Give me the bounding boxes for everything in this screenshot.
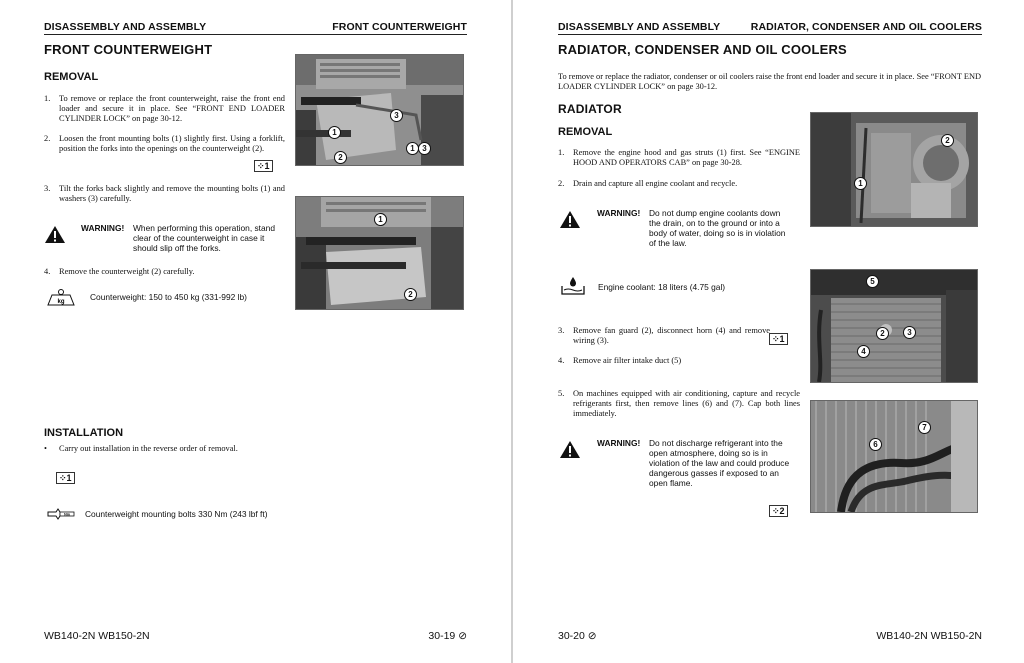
step-number: 3.	[558, 326, 565, 335]
step-text: Remove the counterweight (2) carefully.	[59, 267, 195, 276]
step-3	[558, 326, 770, 348]
figure-reference-install: ⁘1	[56, 472, 75, 484]
warning-label: WARNING!	[597, 208, 641, 218]
callout-6: 6	[869, 438, 882, 451]
figure-reference-1: ⁘1	[254, 160, 273, 172]
warning-icon	[559, 210, 581, 229]
step-text: On machines equipped with air conditioning, capture and recycle refrigerants first, then remove lines (6) and (7). Cap both lines immediately.	[573, 389, 800, 418]
callout-5: 5	[866, 275, 879, 288]
page-title: FRONT COUNTERWEIGHT	[44, 42, 213, 57]
warning-icon	[44, 225, 66, 244]
counterweight-photo-2	[295, 196, 464, 310]
warning-label: WARNING!	[597, 438, 641, 448]
header-rule	[558, 34, 982, 35]
footer-model: WB140-2N WB150-2N	[44, 630, 150, 642]
installation-heading: INSTALLATION	[44, 427, 124, 439]
callout-1: 3	[390, 109, 403, 122]
step-text: To remove or replace the front counterweight, raise the front end loader and secure it in place. See “FRONT END LOADER CYLINDER LOCK” on page 30-12.	[59, 94, 285, 123]
counterweight-photo-1	[295, 54, 464, 166]
step-number: 2.	[44, 134, 51, 143]
step-4	[44, 267, 285, 279]
figure-reference-2: ⁘2	[769, 505, 788, 517]
callout-7: 7	[918, 421, 931, 434]
coolant-spec: Engine coolant: 18 liters (4.75 gal)	[598, 282, 726, 292]
callout-5: 3	[418, 142, 431, 155]
warning-text: Do not discharge refrigerant into the open atmosphere, doing so is in violation of the law and could produce dangerous gasses if exposed to an open flame.	[649, 438, 790, 488]
removal-heading: REMOVAL	[558, 126, 613, 138]
callout-2: 2	[404, 288, 417, 301]
step-text: Remove fan guard (2), disconnect horn (4) and remove wiring (3).	[573, 326, 770, 345]
running-header-topic: FRONT COUNTERWEIGHT	[332, 21, 467, 33]
weight-spec: Counterweight: 150 to 450 kg (331-992 lb)	[90, 292, 247, 302]
step-number: 2.	[558, 179, 565, 188]
removal-heading: REMOVAL	[44, 71, 99, 83]
weight-icon	[46, 288, 76, 306]
warning-text: When performing this operation, stand clear of the counterweight in case it should slip off the forks.	[133, 223, 275, 253]
step-5	[558, 389, 800, 421]
step-number: 4.	[558, 356, 565, 365]
warning-icon	[559, 440, 581, 459]
step-4	[558, 356, 800, 368]
radiator-photo-1-image	[811, 113, 977, 226]
callout-3: 2	[334, 151, 347, 164]
header-rule	[44, 34, 467, 35]
warning-label: WARNING!	[81, 223, 125, 233]
footer-page-number: 30-20 ⊘	[558, 630, 597, 642]
radiator-photo-3	[810, 400, 978, 513]
callout-4: 1	[406, 142, 419, 155]
step-number: 5.	[558, 389, 565, 398]
page-title: RADIATOR, CONDENSER AND OIL COOLERS	[558, 42, 847, 57]
callout-4: 4	[857, 345, 870, 358]
reference-icon: ⁘	[772, 506, 780, 516]
running-header-section: DISASSEMBLY AND ASSEMBLY	[44, 21, 207, 33]
step-number: 1.	[44, 94, 51, 103]
radiator-heading: RADIATOR	[558, 102, 622, 116]
step-2	[44, 134, 285, 156]
step-number: 1.	[558, 148, 565, 157]
step-1	[44, 94, 285, 126]
step-number: 4.	[44, 267, 51, 276]
copyright-icon: ⊘	[587, 630, 597, 642]
radiator-photo-2-image	[811, 270, 977, 382]
coolant-icon	[560, 276, 586, 296]
step-text: Remove the engine hood and gas struts (1) first. See “ENGINE HOOD AND OPERATORS CAB” on page 30-28.	[573, 148, 800, 167]
reference-icon: ⁘	[59, 473, 67, 483]
torque-spec: Counterweight mounting bolts 330 Nm (243 lbf ft)	[85, 509, 268, 519]
step-text: Tilt the forks back slightly and remove the mounting bolts (1) and washers (3) carefully.	[59, 184, 285, 203]
step-2	[558, 179, 800, 191]
step-text: Drain and capture all engine coolant and recycle.	[573, 179, 738, 188]
step-1	[558, 148, 800, 170]
install-text: Carry out installation in the reverse order of removal.	[59, 444, 238, 453]
running-header-topic: RADIATOR, CONDENSER AND OIL COOLERS	[750, 21, 982, 33]
callout-3: 3	[903, 326, 916, 339]
right-page	[513, 0, 1024, 663]
reference-icon: ⁘	[772, 334, 780, 344]
figure-reference-1: ⁘1	[769, 333, 788, 345]
callout-2: 1	[328, 126, 341, 139]
warning-text: Do not dump engine coolants down the drain, on to the ground or into a body of water, doing so is in violation of the law.	[649, 208, 786, 248]
callout-2: 2	[941, 134, 954, 147]
step-text: Loosen the front mounting bolts (1) slightly first. Using a forklift, position the forks into the openings on the counterweight (2).	[59, 134, 285, 153]
radiator-photo-1	[810, 112, 978, 227]
torque-icon-label: Nm	[64, 512, 70, 517]
intro-paragraph: To remove or replace the radiator, condenser or oil coolers raise the front end loader and secure it in place. See “FRONT END LOADER CYLINDER LOCK” on page 30-12.	[558, 72, 982, 91]
running-header-section: DISASSEMBLY AND ASSEMBLY	[558, 21, 721, 33]
footer-page-number: 30-19 ⊘	[428, 630, 467, 642]
copyright-icon: ⊘	[458, 630, 467, 642]
radiator-photo-3-image	[811, 401, 977, 512]
weight-icon-label: kg	[57, 299, 65, 305]
reference-icon: ⁘	[257, 161, 265, 171]
callout-1: 1	[854, 177, 867, 190]
step-3	[44, 184, 285, 206]
step-text: Remove air filter intake duct (5)	[573, 356, 682, 365]
counterweight-photo-1-image	[296, 55, 463, 165]
step-number: 3.	[44, 184, 51, 193]
footer-model: WB140-2N WB150-2N	[876, 630, 982, 642]
callout-1: 1	[374, 213, 387, 226]
install-bullet: •	[44, 444, 47, 453]
wrench-icon	[46, 507, 76, 521]
callout-2: 2	[876, 327, 889, 340]
radiator-photo-2	[810, 269, 978, 383]
